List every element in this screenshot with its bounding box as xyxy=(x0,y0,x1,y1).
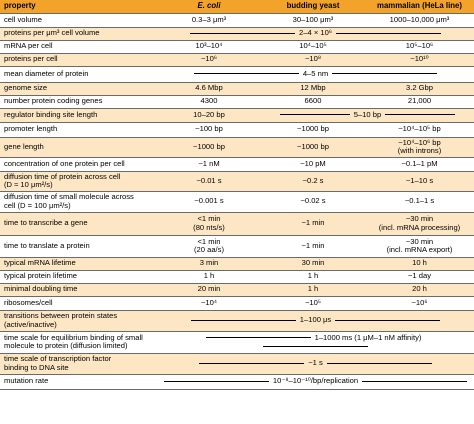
table-row xyxy=(0,157,474,171)
property-cell: ribosomes/cell xyxy=(0,296,157,310)
mammalian-cell: ~1 day xyxy=(365,270,474,283)
yeast-cell: 1 h xyxy=(261,270,365,283)
ecoli-cell: ~0.01 s xyxy=(157,171,261,191)
property-cell: mutation rate xyxy=(0,374,157,389)
all-organisms-span-cell xyxy=(157,353,474,374)
span-line-right xyxy=(335,320,440,321)
span-value: 10⁻⁸–10⁻¹⁰/bp/replication xyxy=(272,376,359,386)
mammalian-cell: 21,000 xyxy=(365,95,474,108)
all-organisms-span-cell xyxy=(157,374,474,389)
table-row xyxy=(0,310,474,331)
ecoli-cell: ~1 nM xyxy=(157,157,261,171)
property-cell: typical mRNA lifetime xyxy=(0,257,157,270)
property-cell: regulator binding site length xyxy=(0,108,157,122)
mammalian-cell: 1000–10,000 μm³ xyxy=(365,13,474,27)
mammalian-cell: ~10⁶ xyxy=(365,296,474,310)
mammalian-cell: 3.2 Gbp xyxy=(365,82,474,95)
property-cell: number protein coding genes xyxy=(0,95,157,108)
property-cell: mRNA per cell xyxy=(0,40,157,53)
ecoli-cell: 10³–10⁴ xyxy=(157,40,261,53)
property-cell: minimal doubling time xyxy=(0,283,157,296)
ecoli-cell: 20 min xyxy=(157,283,261,296)
table-row xyxy=(0,331,474,353)
table-row xyxy=(0,40,474,53)
table-row xyxy=(0,53,474,66)
yeast-cell: ~0.02 s xyxy=(261,191,365,212)
property-cell: promoter length xyxy=(0,122,157,137)
property-cell: diffusion time of small molecule across cell (D = 100 μm²/s) xyxy=(0,191,157,212)
ecoli-cell: 0.3–3 μm³ xyxy=(157,13,261,27)
property-cell: typical protein lifetime xyxy=(0,270,157,283)
ecoli-cell: 10–20 bp xyxy=(157,108,261,122)
span-line-left xyxy=(191,320,296,321)
header-mammalian: mammalian (HeLa line) xyxy=(377,0,462,10)
yeast-cell: 12 Mbp xyxy=(261,82,365,95)
ecoli-cell: 4.6 Mbp xyxy=(157,82,261,95)
yeast-cell: ~10 pM xyxy=(261,157,365,171)
table-row xyxy=(0,66,474,82)
span-line-left xyxy=(280,114,350,115)
ecoli-cell: ~100 bp xyxy=(157,122,261,137)
property-cell: time to transcribe a gene xyxy=(0,212,157,235)
span-line-left xyxy=(190,33,295,34)
property-cell: concentration of one protein per cell xyxy=(0,157,157,171)
mammalian-cell: ~30 min (incl. mRNA export) xyxy=(365,235,474,257)
span-line-right xyxy=(336,33,441,34)
table-row xyxy=(0,270,474,283)
table-body xyxy=(0,13,474,389)
ecoli-cell: ~1000 bp xyxy=(157,137,261,157)
table-row xyxy=(0,137,474,157)
ecoli-cell: ~10⁴ xyxy=(157,296,261,310)
yeast-cell: 6600 xyxy=(261,95,365,108)
property-cell: genome size xyxy=(0,82,157,95)
table-row xyxy=(0,374,474,389)
header-property: property xyxy=(4,0,36,10)
span-line-left xyxy=(206,337,311,338)
property-cell: cell volume xyxy=(0,13,157,27)
table-row xyxy=(0,296,474,310)
ecoli-cell: 3 min xyxy=(157,257,261,270)
ecoli-cell: <1 min (80 nts/s) xyxy=(157,212,261,235)
mammalian-cell: 10⁵–10⁶ xyxy=(365,40,474,53)
ecoli-cell: <1 min (20 aa/s) xyxy=(157,235,261,257)
property-cell: diffusion time of protein across cell (D ≈ 10 μm²/s) xyxy=(0,171,157,191)
span-value: 1–1000 ms (1 μM–1 nM affinity) xyxy=(314,332,422,342)
property-cell: time to translate a protein xyxy=(0,235,157,257)
yeast-cell: ~10⁵ xyxy=(261,296,365,310)
mammalian-cell: ~0.1–1 s xyxy=(365,191,474,212)
property-cell: gene length xyxy=(0,137,157,157)
table-row xyxy=(0,191,474,212)
property-cell: time scale of transcription factor binding to DNA site xyxy=(0,353,157,374)
eukaryote-span-cell xyxy=(261,108,474,122)
span-line-right xyxy=(327,363,432,364)
table-row xyxy=(0,95,474,108)
mammalian-cell: ~0.1–1 pM xyxy=(365,157,474,171)
yeast-cell: ~0.2 s xyxy=(261,171,365,191)
yeast-cell: ~1000 bp xyxy=(261,137,365,157)
table-row xyxy=(0,212,474,235)
table-row xyxy=(0,171,474,191)
property-cell: proteins per μm³ cell volume xyxy=(0,27,157,40)
mammalian-cell: ~10¹⁰ xyxy=(365,53,474,66)
property-cell: proteins per cell xyxy=(0,53,157,66)
table-header-row xyxy=(0,0,474,13)
yeast-cell: ~1 min xyxy=(261,212,365,235)
span-line-left xyxy=(194,73,299,74)
span-value: 5–10 bp xyxy=(353,109,382,119)
span-line-right xyxy=(385,114,455,115)
all-organisms-span-cell xyxy=(157,331,474,353)
span-value: 4–5 nm xyxy=(302,68,329,78)
yeast-cell: ~1000 bp xyxy=(261,122,365,137)
ecoli-cell: ~10⁶ xyxy=(157,53,261,66)
property-cell: time scale for equilibrium binding of small molecule to protein (diffusion limited) xyxy=(0,331,157,353)
yeast-cell: ~1 min xyxy=(261,235,365,257)
table-row xyxy=(0,82,474,95)
yeast-cell: 30 min xyxy=(261,257,365,270)
span-line-right xyxy=(263,346,368,347)
table-row xyxy=(0,283,474,296)
mammalian-cell: ~10⁴–10⁶ bp (with introns) xyxy=(365,137,474,157)
span-line-left xyxy=(164,381,269,382)
table-row xyxy=(0,108,474,122)
table-row xyxy=(0,353,474,374)
mammalian-cell: ~1–10 s xyxy=(365,171,474,191)
table-row xyxy=(0,27,474,40)
ecoli-cell: ~0.001 s xyxy=(157,191,261,212)
all-organisms-span-cell xyxy=(157,27,474,40)
span-value: 1–100 μs xyxy=(299,315,332,325)
property-cell: transitions between protein states (active/inactive) xyxy=(0,310,157,331)
mammalian-cell: 20 h xyxy=(365,283,474,296)
span-value: 2–4 × 10⁶ xyxy=(299,28,332,38)
span-line-left xyxy=(199,363,304,364)
all-organisms-span-cell xyxy=(157,66,474,82)
table-row xyxy=(0,235,474,257)
span-value: ~1 s xyxy=(308,358,323,368)
mammalian-cell: ~10⁴–10⁵ bp xyxy=(365,122,474,137)
mammalian-cell: ~30 min (incl. mRNA processing) xyxy=(365,212,474,235)
yeast-cell: 10⁴–10⁵ xyxy=(261,40,365,53)
yeast-cell: ~10⁸ xyxy=(261,53,365,66)
span-line-right xyxy=(362,381,467,382)
span-line-right xyxy=(332,73,437,74)
header-yeast: budding yeast xyxy=(286,0,340,10)
property-cell: mean diameter of protein xyxy=(0,66,157,82)
ecoli-cell: 1 h xyxy=(157,270,261,283)
table-row xyxy=(0,13,474,27)
table-row xyxy=(0,257,474,270)
yeast-cell: 1 h xyxy=(261,283,365,296)
yeast-cell: 30–100 μm³ xyxy=(261,13,365,27)
table-row xyxy=(0,122,474,137)
header-ecoli: E. coli xyxy=(197,0,221,10)
ecoli-cell: 4300 xyxy=(157,95,261,108)
mammalian-cell: 10 h xyxy=(365,257,474,270)
all-organisms-span-cell xyxy=(157,310,474,331)
